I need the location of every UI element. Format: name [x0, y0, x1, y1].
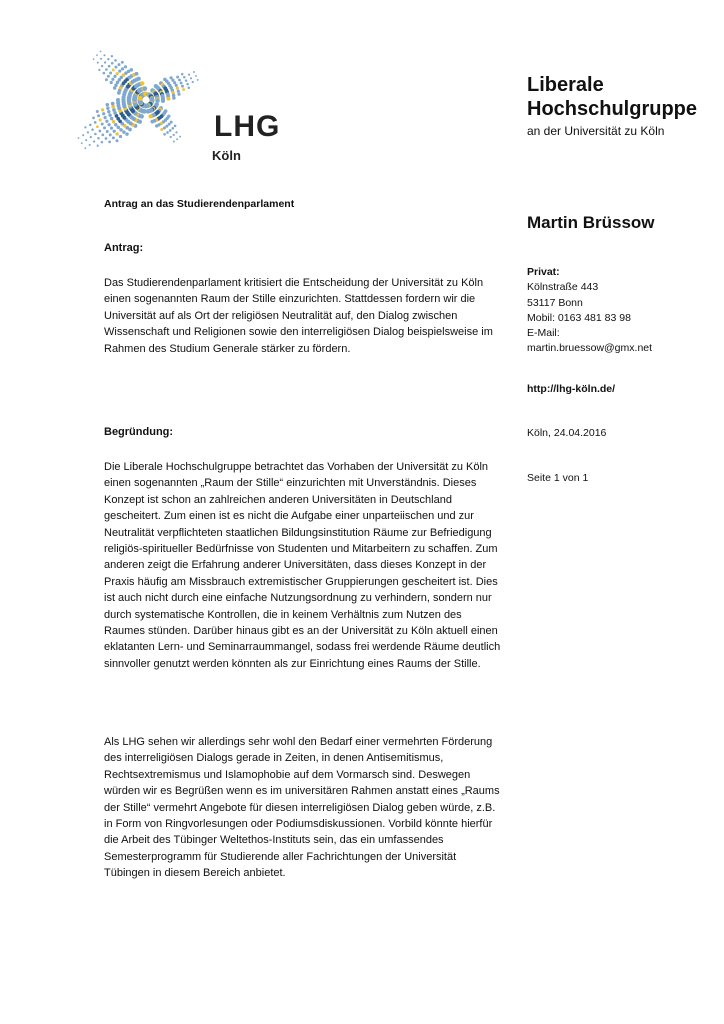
logo-dot [114, 59, 117, 62]
logo-dot [111, 105, 115, 109]
antrag-paragraph [104, 275, 504, 357]
contact-person: Martin Brüssow [527, 213, 655, 232]
logo-dot [97, 137, 100, 140]
logo-dot [98, 69, 100, 71]
street: Kölnstraße 443 [527, 281, 599, 294]
logo-dot [185, 79, 188, 82]
logo-dot [144, 104, 149, 109]
logo-dot [103, 116, 106, 119]
logo-dot [90, 136, 92, 138]
logo-dot [173, 134, 175, 136]
logo-dot [169, 129, 172, 132]
logo-dot [121, 67, 124, 70]
logo-dot [182, 88, 185, 91]
logo-dot [99, 119, 102, 122]
org-title [527, 73, 697, 121]
logo-dot [155, 124, 158, 127]
begruendung-text-1: Die Liberale Hochschulgruppe betrachtet das Vorhaben der Universität zu Köln einen sogenannten „Raum der Stille“ einzurichten mit Unverständnis. Dieses Konzept ist schon an zahlreichen anderen Universitäten in Deutschland gescheitert. Zum einen ist es nicht die Aufgabe einer unparteiischen und zur Neutralität verpflichteten staatlichen Bildungsinstitution Räume zur Befriedigung religiös-spiritueller Bedürfnisse von Studenten und Mitarbeitern zu schaffen. Zum anderen zeigt die Erfahrung anderer Universitäten, dass dieses Konzept in der Praxis häufig am Missbrauch extremistischer Gruppierungen gescheitert ist. Dies ist auch nicht durch eine einfache Nutzungsordnung zu verhindern, sondern nur durch systematische Kontrollen, die in keinem Verhältnis zum Nutzen des Raumes stünden. Darüber hinaus gibt es an der Universität zu Köln aktuell einen eklatanten Lern- und Seminarraummangel, sodass frei werdende Räume deutlich sinnvoller genutzt werden könnten als zur Einrichtung eines Raums der Stille. [104, 461, 501, 670]
logo-dot [177, 93, 180, 96]
logo-dot [108, 65, 111, 68]
logo-dot [135, 72, 139, 76]
logo-dot [87, 131, 89, 133]
org-subtitle: an der Universität zu Köln [527, 124, 665, 138]
logo-dot [111, 55, 113, 57]
logo-dot [181, 85, 184, 88]
logo-dot [103, 54, 105, 56]
logo-dot [84, 147, 86, 149]
logo-dot [180, 82, 183, 85]
logo-dot [178, 79, 181, 82]
logo-dot [109, 72, 112, 75]
logo-dot [110, 81, 113, 84]
logo-dot [119, 135, 122, 138]
logo-dot [171, 127, 174, 130]
logo-dot [190, 77, 192, 79]
logo-dot [124, 65, 127, 68]
logo-dot [115, 66, 118, 69]
logo-dot [176, 138, 178, 140]
logo-dot [96, 54, 98, 56]
logo-dot [130, 68, 133, 71]
logo-dot [108, 114, 111, 117]
logo-dot [117, 126, 120, 129]
logo-dot [116, 98, 120, 102]
logo-dot [111, 102, 115, 106]
logo-dot [173, 141, 175, 143]
logo-dot-pattern-icon [64, 40, 214, 170]
logo-dot [105, 68, 108, 71]
logo-dot [143, 86, 148, 91]
logo-dot [160, 128, 163, 131]
logo-dot [84, 126, 86, 128]
logo-dot [133, 95, 138, 100]
logo-dot [94, 121, 97, 124]
logo-dot [113, 130, 116, 133]
logo-dot [168, 123, 171, 126]
logo-dot [107, 75, 110, 78]
logo-dot [177, 90, 180, 93]
logo-dot [110, 126, 113, 129]
logo-dot [176, 87, 179, 90]
logo-dot [100, 51, 102, 53]
logo-dot [96, 125, 99, 128]
logo-dot [103, 72, 106, 75]
email[interactable]: martin.bruessow@gmx.net [527, 342, 653, 355]
logo-dot [174, 125, 177, 128]
document-heading: Antrag an das Studierendenparlament [104, 198, 295, 210]
logo-dot [197, 79, 199, 81]
logo-dot [167, 97, 171, 101]
logo-dot [105, 137, 108, 140]
logo-dot [94, 133, 97, 136]
logo-dot [122, 130, 125, 133]
logo-dot [195, 75, 197, 77]
logo-dot [92, 117, 95, 120]
logo-dot [97, 145, 99, 147]
logo-dot [85, 139, 87, 141]
logo-dot [112, 108, 116, 112]
logo-dot [175, 84, 178, 87]
logo-dot [140, 81, 144, 85]
logo-dot [150, 120, 154, 124]
logo-dot [101, 134, 104, 137]
logo-dot [107, 110, 110, 113]
antrag-heading: Antrag: [104, 242, 144, 254]
logo-dot [101, 141, 104, 144]
logo-dot [111, 78, 114, 81]
logo-dot [105, 120, 108, 123]
city: 53117 Bonn [527, 296, 583, 309]
logo-dot [112, 68, 115, 71]
logo-dot [176, 76, 179, 79]
logo-dot [165, 125, 168, 128]
begruendung-paragraph-1 [104, 459, 504, 672]
org-title-line1: Liberale [527, 74, 604, 96]
logo-dot [172, 96, 176, 100]
logo-dot [186, 83, 189, 86]
logo-dot [109, 133, 112, 136]
logo-dot [108, 141, 111, 144]
logo-dot [175, 131, 177, 133]
logo-dot [138, 96, 143, 101]
logo-dot [118, 63, 121, 66]
email-label: E-Mail: [527, 327, 560, 340]
logo-dot [96, 110, 99, 113]
logo-dot [170, 136, 172, 138]
begruendung-text-2: Als LHG sehen wir allerdings sehr wohl den Bedarf einer vermehrten Förderung des interreligiösen Dialogs gerade in Zeiten, in denen Antisemitismus, Rechtsextremismus und Islamophobie auf dem Vormarsch sind. Deswegen würden wir es Begrüßen wenn es im universitären Rahmen anstatt eines „Raums der Stille“ vermehrt Angebote für diesen interreligiösen Dialog geben würde, z.B. in Form von Ringvorlesungen oder Podiumsdiskussionen. Vorbild könnte hierfür die Arbeit des Tübinger Weltethos-Instituts sein, das ein umfassendes Semesterprogramm für Studierende aller Fachrichtungen der Universität Tübingen in diesem Bereich anbietet. [104, 736, 500, 880]
logo-dot [99, 130, 102, 133]
logo-dot [110, 117, 113, 120]
logo-dot [81, 142, 83, 144]
logo-dot [170, 121, 173, 124]
logo-dot [192, 81, 194, 83]
logo-dot [107, 123, 110, 126]
logo-dot [116, 132, 119, 135]
logo-dot [127, 96, 131, 100]
logo-dot [166, 131, 169, 134]
logo-dot [193, 71, 195, 73]
logo-dot [89, 124, 92, 127]
logo-dot [113, 75, 116, 78]
logo-dot [104, 61, 106, 63]
logo-dot [183, 76, 186, 79]
logo-dot [179, 136, 181, 138]
logo-dot [149, 114, 153, 118]
logo-dot [125, 132, 128, 135]
logo-dot [114, 123, 117, 126]
logo-dot [116, 139, 119, 142]
begruendung-paragraph-2 [104, 734, 504, 882]
logo-dot [163, 127, 166, 130]
logo-dot [121, 61, 124, 64]
logo-dot [78, 137, 80, 139]
logo-dot [163, 133, 166, 136]
logo-dot [93, 58, 95, 60]
logo-dot [188, 74, 190, 76]
logo-dot [102, 112, 105, 115]
logo-dot [111, 62, 114, 65]
logo-dot [188, 86, 191, 89]
logo-dot [101, 123, 104, 126]
logo-wordmark: LHG [214, 110, 281, 143]
logo-dot [161, 99, 165, 103]
logo-dot [106, 107, 109, 110]
logo-dot [121, 95, 125, 99]
logo-dot [137, 77, 141, 81]
logo-dot [91, 128, 94, 131]
logo-dot [146, 109, 150, 113]
logo-city: Köln [212, 148, 241, 163]
logo-dot [106, 103, 109, 106]
logo-dot [82, 134, 84, 136]
logo-dot [119, 128, 122, 131]
logo-dot [173, 81, 176, 84]
website-link[interactable]: http://lhg-köln.de/ [527, 383, 616, 395]
logo-dot [100, 58, 102, 60]
logo-dot [93, 140, 95, 142]
logo-dot [105, 78, 108, 81]
logo-dot [97, 62, 99, 64]
begruendung-heading: Begründung: [104, 426, 174, 438]
org-title-line2: Hochschulgruppe [527, 98, 698, 120]
logo-dot [112, 136, 115, 139]
logo-dot [89, 144, 91, 146]
private-label: Privat: [527, 266, 560, 278]
logo-dot [107, 58, 109, 60]
lhg-logo [64, 40, 284, 170]
logo-dot [103, 126, 106, 129]
contact-block [527, 265, 652, 357]
logo-dot [101, 65, 103, 67]
logo-dot [116, 72, 119, 75]
document-date: Köln, 24.04.2016 [527, 427, 607, 439]
logo-dot [97, 114, 100, 117]
logo-dot [181, 73, 184, 76]
mobile: Mobil: 0163 481 83 98 [527, 311, 631, 324]
logo-dot [118, 70, 121, 73]
page-number: Seite 1 von 1 [527, 472, 589, 484]
logo-dot [112, 120, 115, 123]
logo-dot [106, 130, 109, 133]
antrag-text: Das Studierendenparlament kritisiert die Entscheidung der Universität zu Köln einen sogenannten Raum der Stille einzurichten. Stattdessen fordern wir die Universität auf als Ort der religiösen Neutralität auf, den Dialog zwischen Wissenschaft und Religionen sowie den interreligiösen Dialog beispielsweise im Rahmen des Studium Generale stärker zu fördern. [104, 277, 493, 355]
logo-dot [101, 108, 104, 111]
